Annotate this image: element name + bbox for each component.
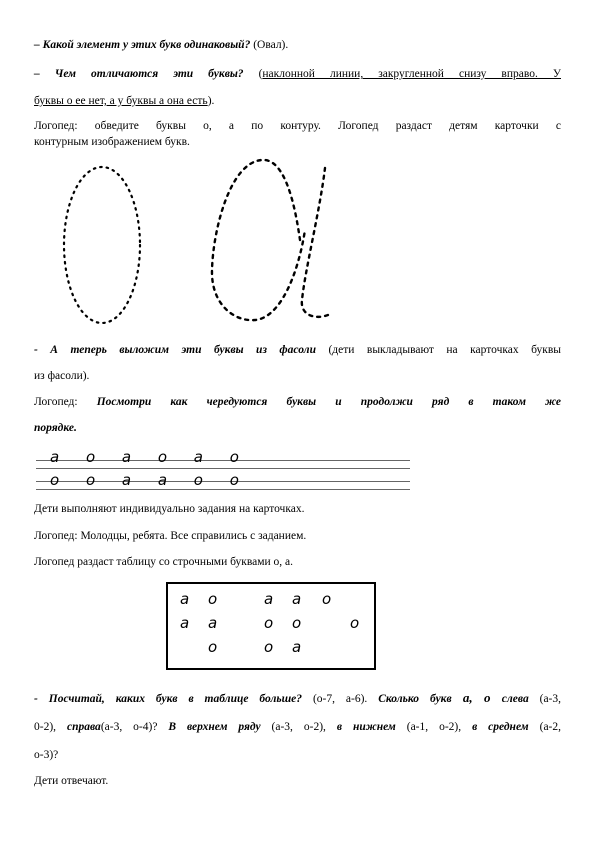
info-line-3: Логопед раздаст таблицу со строчными буквами о, а. [34,556,294,568]
dotted-letter-a-stem [302,168,328,317]
bean-task-remark: (дети выкладывают на карточках буквы [315,344,561,356]
count-question-2: Сколько букв [378,693,452,705]
question-line-2b [34,94,561,108]
bean-task-line-1 [34,343,561,357]
count-question-line-2 [34,720,561,734]
bean-task-line-2: из фасоли). [34,370,90,382]
dotted-letters-illustration [30,150,360,330]
count-answer: (о-7, а-6). [302,693,379,705]
count-text: 0-2), [34,721,67,733]
answer-underlined-1: наклонной линии, закругленной снизу вправо. У [262,68,561,80]
instruction-line-1: Логопед: обведите буквы о, а по контуру. Логопед раздаст детям карточки с [34,120,561,132]
instruction-line-2: контурным изображением букв. [34,136,190,148]
ruled-line [36,468,410,469]
count-left-answer: (а-3, [528,693,562,705]
table-cell: а [264,590,274,608]
info-line-2: Логопед: Молодцы, ребята. Все справились с заданием. [34,530,307,542]
count-text: (а-3, о-4)? [100,721,169,733]
count-bottom-row: в нижнем [336,721,396,733]
dotted-letter-o [64,167,140,323]
question-text: – Чем отличаются эти буквы? [34,68,244,80]
paren-open: ( [243,68,263,80]
table-cell: о [264,638,274,656]
count-left: слева [501,693,529,705]
info-line-1: Дети выполняют индивидуально задания на карточках. [34,503,305,515]
table-cell: а [292,638,302,656]
count-text: (а-3, о-2), [260,721,337,733]
closing-line: Дети отвечают. [34,775,109,787]
count-text: (а-2, [528,721,561,733]
question-text: – Какой элемент у этих букв одинаковый? [34,39,251,51]
bean-task-question: - А теперь выложим эти буквы из фасоли [34,344,316,356]
sequence-task-line-2 [34,421,561,435]
answer-underlined-2: буквы о ее нет, а у буквы а она есть [34,95,208,107]
sequence-task-line-1 [34,395,561,409]
table-cell: о [322,590,332,608]
count-middle-row: в среднем [472,721,529,733]
table-cell: о [350,614,360,632]
table-cell: о [292,614,302,632]
sequence-task-instruction-end: порядке. [34,422,77,434]
ruled-line [36,489,410,490]
count-top-row: В верхнем ряду [168,721,261,733]
count-right: справа [67,721,101,733]
sequence-task-instruction: Посмотри как чередуются буквы и продолжи ряд в таком же [96,396,561,408]
dotted-letter-a-bowl [212,160,305,320]
count-text: (а-1, о-2), [395,721,473,733]
table-cell: о [208,590,218,608]
question-line-2 [34,67,561,81]
table-cell: а [180,614,190,632]
letter-table [166,582,376,670]
table-cell: о [264,614,274,632]
table-cell: а [292,590,302,608]
table-cell: о [208,638,218,656]
count-question-line-3: о-3)? [34,749,59,761]
count-letters: а, о [451,690,502,705]
count-question-line-1 [34,691,561,706]
letter-sequence-row-2: о о а а о о [50,471,250,489]
table-cell: а [180,590,190,608]
question-line-1 [34,38,561,52]
paren-close: ). [207,95,215,107]
answer-text: (Овал). [250,39,289,51]
table-cell: а [208,614,218,632]
sequence-task-lead: Логопед: [34,396,97,408]
count-question: - Посчитай, каких букв в таблице больше? [34,693,303,705]
letter-sequence-row-1: а о а о а о [50,448,250,466]
